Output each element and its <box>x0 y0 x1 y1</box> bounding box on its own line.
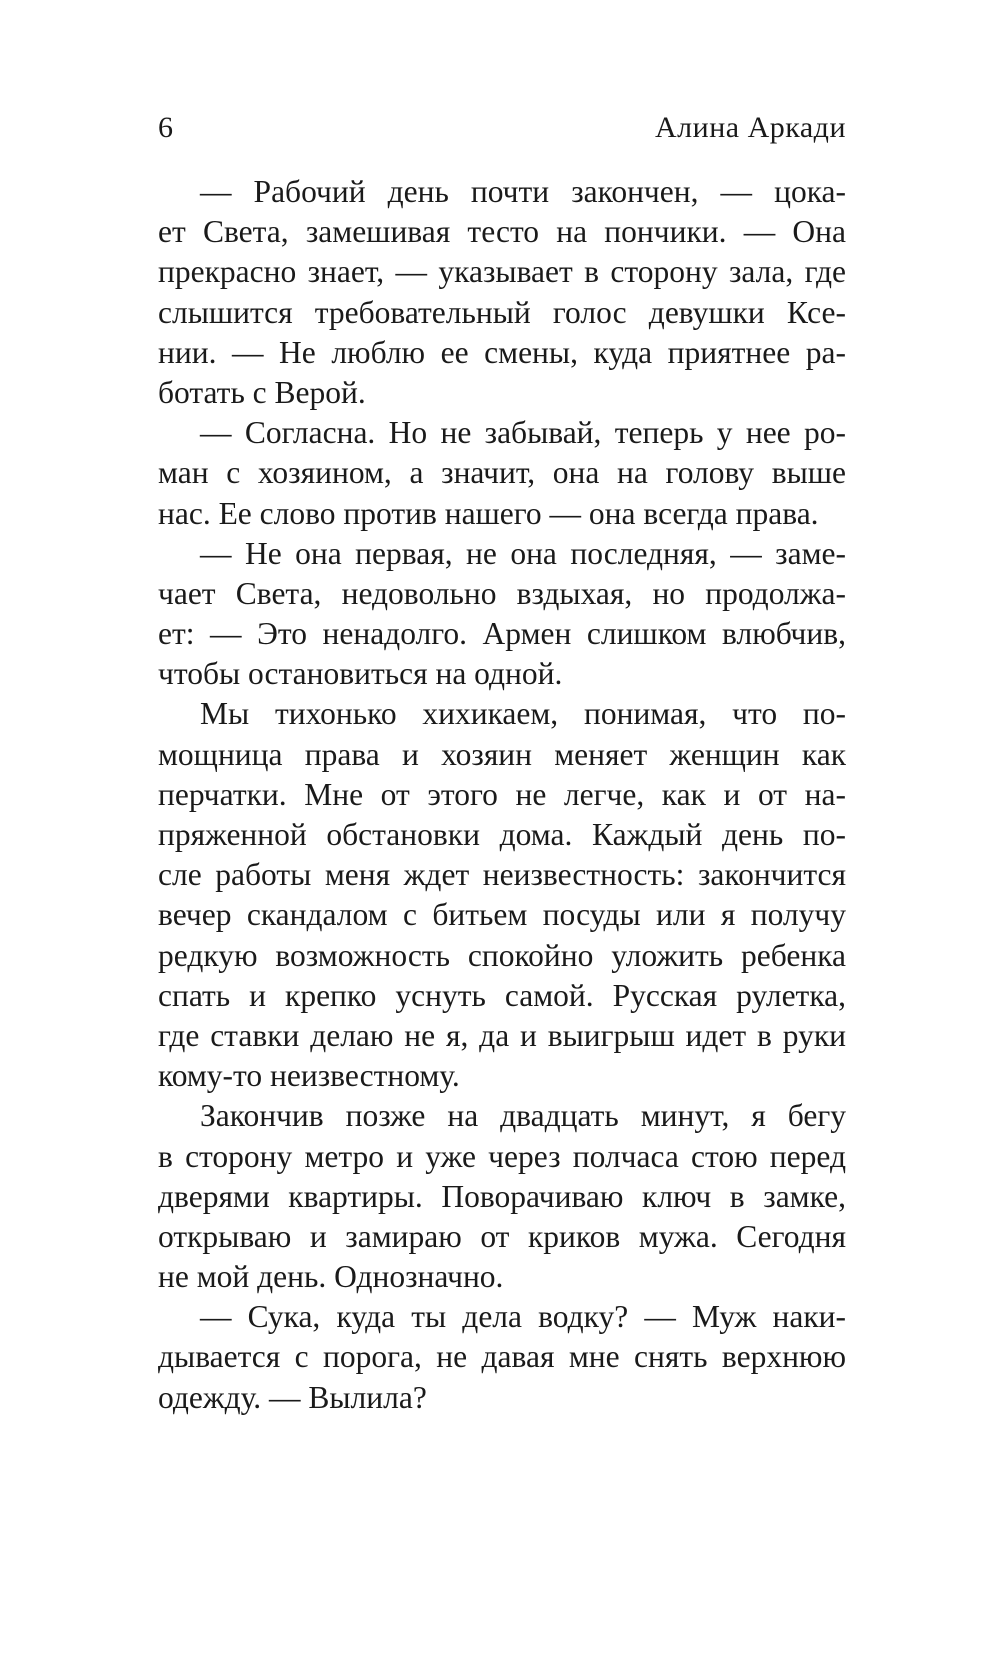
body-text <box>158 172 846 1418</box>
text-line: — Рабочий день почти закончен, — цока- <box>200 174 846 209</box>
text-line: нии. — Не люблю ее смены, куда приятнее ра- <box>158 334 846 370</box>
text-line: чает Света, недовольно вздыхая, но продолжа- <box>158 575 846 611</box>
text-line: одежду. — Вылила? <box>158 1379 427 1415</box>
page-number: 6 <box>158 111 173 144</box>
text-line: слышится требовательный голос девушки Ксе- <box>158 294 846 330</box>
text-line: перчатки. Мне от этого не легче, как и от на- <box>158 776 846 812</box>
text-line: — Сука, куда ты дела водку? — Муж наки- <box>200 1299 846 1335</box>
text-line: ман с хозяином, а значит, она на голову выше <box>158 455 846 491</box>
text-line: не мой день. Однозначно. <box>158 1259 504 1295</box>
text-line: дверями квартиры. Поворачиваю ключ в замке, <box>158 1178 846 1214</box>
running-head <box>158 108 846 148</box>
text-line: сле работы меня ждет неизвестность: закончится <box>158 857 846 893</box>
text-line: Закончив позже на двадцать минут, я бегу <box>200 1098 846 1134</box>
text-line: чтобы остановиться на одной. <box>158 656 563 692</box>
text-line: дывается с порога, не давая мне снять верхнюю <box>158 1339 846 1375</box>
text-line: ботать с Верой. <box>158 374 366 410</box>
text-line: мощница права и хозяин меняет женщин как <box>158 736 846 772</box>
text-line: Мы тихонько хихикаем, понимая, что по- <box>200 696 846 732</box>
text-line: редкую возможность спокойно уложить ребенка <box>158 937 846 973</box>
text-line: в сторону метро и уже через полчаса стою перед <box>158 1138 846 1174</box>
text-line: нас. Ее слово против нашего — она всегда права. <box>158 495 819 531</box>
text-line: открываю и замираю от криков мужа. Сегодня <box>158 1218 846 1254</box>
text-line: ет Света, замешивая тесто на пончики. — Она <box>158 214 846 250</box>
text-line: — Не она первая, не она последняя, — заме- <box>200 535 846 571</box>
text-line: спать и крепко уснуть самой. Русская рулетка, <box>158 977 846 1013</box>
text-line: прекрасно знает, — указывает в сторону зала, где <box>158 254 846 290</box>
text-line: где ставки делаю не я, да и выигрыш идет в руки <box>158 1017 846 1053</box>
text-line: пряженной обстановки дома. Каждый день по- <box>158 817 846 852</box>
text-line: кому-то неизвестному. <box>158 1058 460 1094</box>
text-line: вечер скандалом с битьем посуды или я получу <box>158 897 846 933</box>
author-name: Алина Аркади <box>655 111 846 144</box>
text-line: — Согласна. Но не забывай, теперь у нее ро- <box>200 415 846 451</box>
text-line: ет: — Это ненадолго. Армен слишком влюбчив, <box>158 616 846 652</box>
